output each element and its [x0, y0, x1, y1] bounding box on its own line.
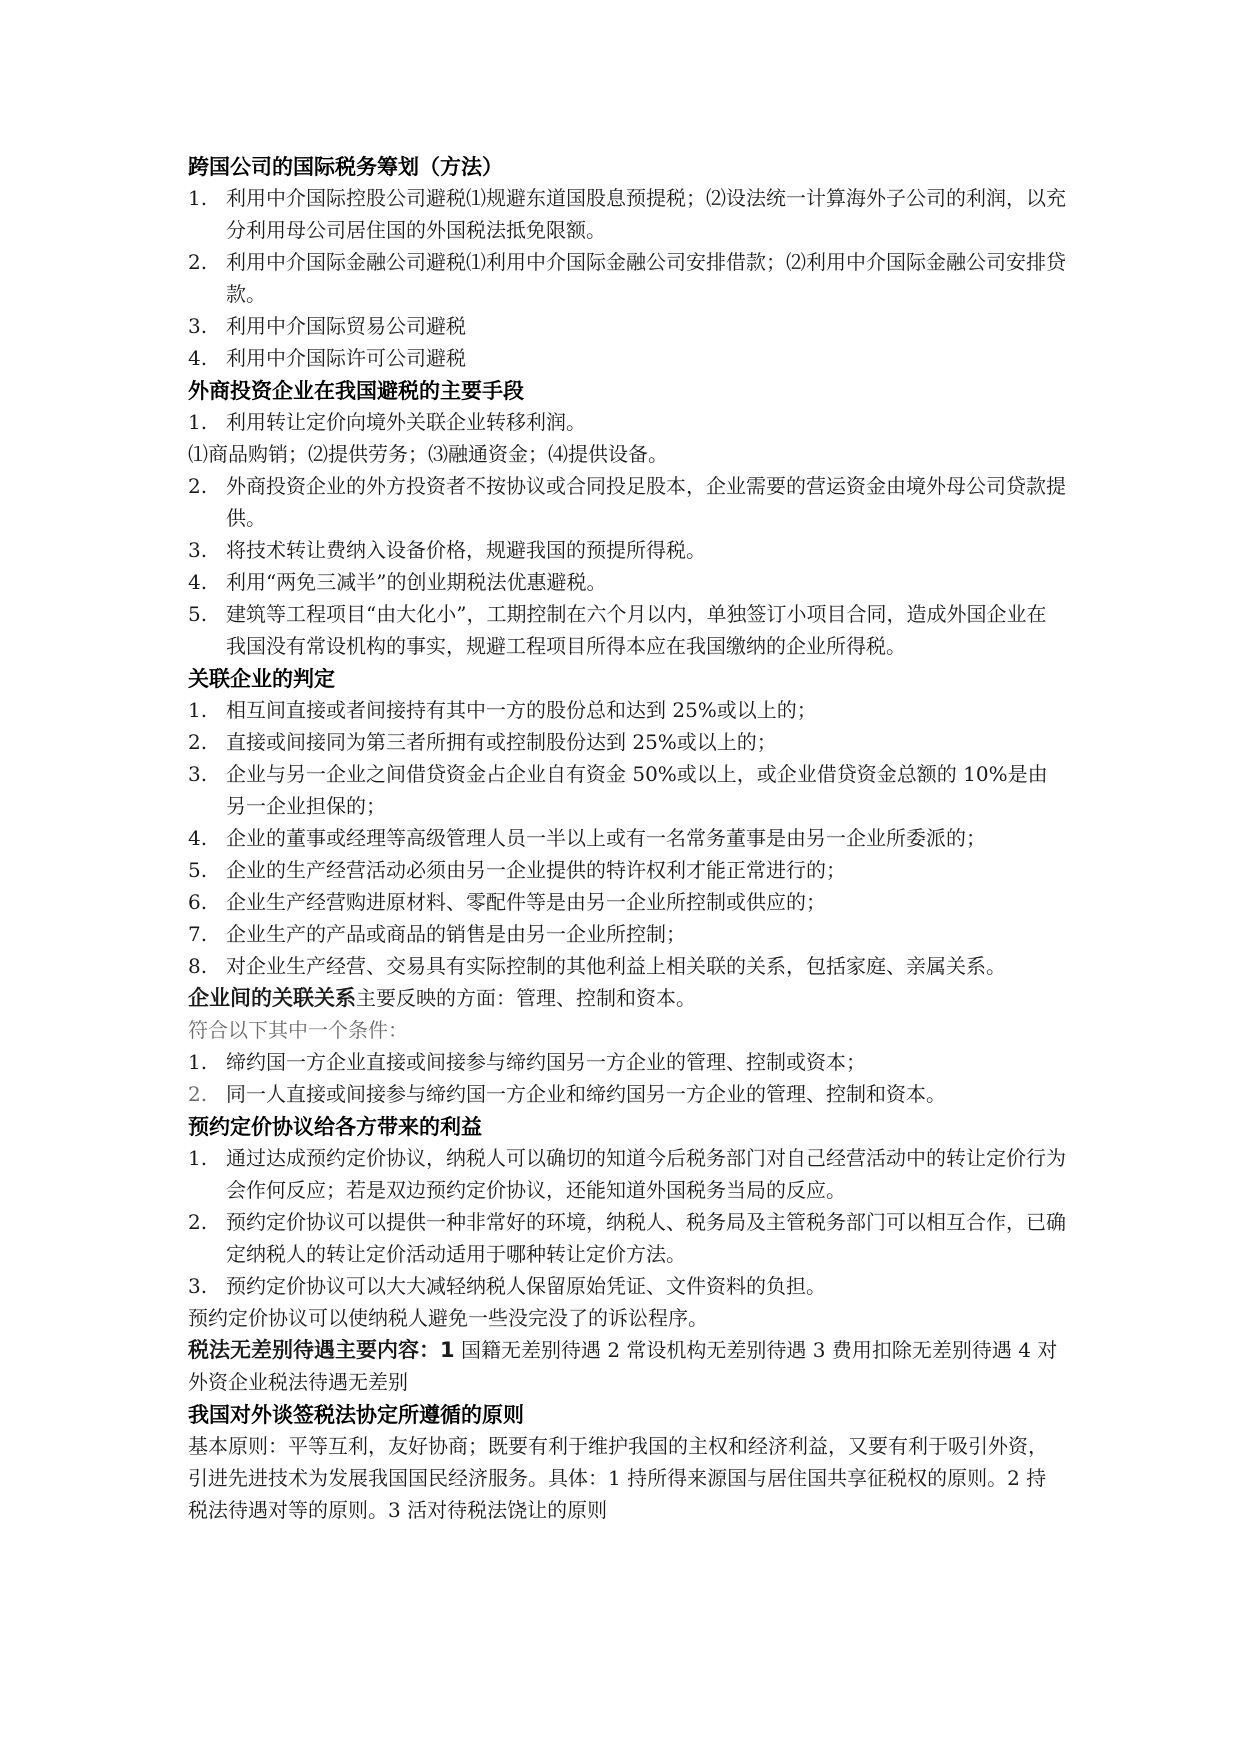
item-text: 预约定价协议可以提供一种非常好的环境，纳税人、税务局及主管税务部门可以相互合作，已确定纳税人的转让定价活动适用于哪种转让定价方法。	[226, 1210, 1066, 1266]
sub-list-text: ⑴商品购销；⑵提供劳务；⑶融通资金；⑷提供设备。	[188, 442, 668, 466]
list-item	[188, 886, 1066, 918]
item-text: 将技术转让费纳入设备价格，规避我国的预提所得税。	[226, 538, 706, 562]
paragraph-text: 国籍无差别待遇 2 常设机构无差别待遇 3 费用扣除无差别待遇 4 对外资企业税法待遇无差别	[188, 1338, 1058, 1394]
list-item	[188, 566, 1066, 598]
item-text: 企业的生产经营活动必须由另一企业提供的特许权利才能正常进行的；	[226, 858, 846, 882]
item-number: 1.	[188, 1050, 208, 1074]
item-text: 企业生产的产品或商品的销售是由另一企业所控制；	[226, 922, 686, 946]
item-number: 3.	[188, 538, 208, 562]
paragraph-text: 符合以下其中一个条件：	[188, 1018, 408, 1042]
item-number: 5.	[188, 858, 208, 882]
item-number: 1.	[188, 410, 208, 434]
item-number: 1.	[188, 1146, 208, 1170]
item-text: 利用中介国际许可公司避税	[226, 346, 466, 370]
item-number: 4.	[188, 346, 208, 370]
list-item	[188, 918, 1066, 950]
item-number: 3.	[188, 1274, 208, 1298]
item-text: 直接或间接同为第三者所拥有或控制股份达到 25%或以上的；	[226, 730, 777, 754]
item-number: 4.	[188, 826, 208, 850]
list-item	[188, 1206, 1066, 1270]
list-item	[188, 470, 1066, 534]
list-item	[188, 1046, 1066, 1078]
inline-heading: 税法无差别待遇主要内容：	[188, 1338, 440, 1362]
item-text: 利用“两免三减半”的创业期税法优惠避税。	[226, 570, 607, 594]
section-heading: 关联企业的判定	[188, 667, 335, 691]
item-text: 利用中介国际控股公司避税⑴规避东道国股息预提税；⑵设法统一计算海外子公司的利润，以充分利用母公司居住国的外国税法抵免限额。	[226, 186, 1066, 242]
item-text: 通过达成预约定价协议，纳税人可以确切的知道今后税务部门对自己经营活动中的转让定价行为会作何反应；若是双边预约定价协议，还能知道外国税务当局的反应。	[226, 1146, 1066, 1202]
item-number: 4.	[188, 570, 208, 594]
inline-heading: 企业间的关联关系	[188, 986, 356, 1010]
item-text: 利用中介国际金融公司避税⑴利用中介国际金融公司安排借款；⑵利用中介国际金融公司安排贷款。	[226, 250, 1066, 306]
item-text: 外商投资企业的外方投资者不按协议或合同投足股本，企业需要的营运资金由境外母公司贷款提供。	[226, 474, 1066, 530]
list-item	[188, 342, 1066, 374]
list-item	[188, 534, 1066, 566]
list-item	[188, 822, 1066, 854]
item-text: 企业的董事或经理等高级管理人员一半以上或有一名常务董事是由另一企业所委派的；	[226, 826, 986, 850]
item-number: 8.	[188, 954, 208, 978]
item-text: 预约定价协议可以大大减轻纳税人保留原始凭证、文件资料的负担。	[226, 1274, 826, 1298]
item-number: 2.	[188, 250, 208, 274]
item-number: 2.	[188, 474, 208, 498]
list-item	[188, 758, 1066, 822]
paragraph-text: 预约定价协议可以使纳税人避免一些没完没了的诉讼程序。	[188, 1306, 708, 1330]
item-text: 对企业生产经营、交易具有实际控制的其他利益上相关联的关系，包括家庭、亲属关系。	[226, 954, 1006, 978]
item-number: 2.	[188, 730, 208, 754]
nondiscrimination-paragraph	[188, 1334, 1066, 1398]
list-item	[188, 1142, 1066, 1206]
item-number: 3.	[188, 762, 208, 786]
list-item	[188, 1270, 1066, 1302]
item-number: 2.	[188, 1082, 208, 1106]
list-item	[188, 950, 1066, 982]
document-page	[188, 150, 1066, 1526]
item-number: 6.	[188, 890, 208, 914]
item-number: 5.	[188, 602, 208, 626]
item-text: 建筑等工程项目“由大化小”，工期控制在六个月以内，单独签订小项目合同，造成外国企业在我国没有常设机构的事实，规避工程项目所得本应在我国缴纳的企业所得税。	[226, 602, 1047, 658]
section-heading: 预约定价协议给各方带来的利益	[188, 1115, 482, 1139]
list-item	[188, 854, 1066, 886]
paragraph-text: 基本原则：平等互利，友好协商；既要有利于维护我国的主权和经济利益，又要有利于吸引外资，引进先进技术为发展我国国民经济服务。具体：1 持所得来源国与居住国共享征税权的原则。2 持税法待遇对等的原则。3 活对待税法饶让的原则	[188, 1434, 1048, 1522]
item-text: 缔约国一方企业直接或间接参与缔约国另一方企业的管理、控制或资本；	[226, 1050, 866, 1074]
list-item	[188, 694, 1066, 726]
relation-paragraph	[188, 982, 1066, 1014]
item-number: 2.	[188, 1210, 208, 1234]
item-number: 3.	[188, 314, 208, 338]
item-number: 1.	[188, 698, 208, 722]
item-number: 7.	[188, 922, 208, 946]
item-text: 利用中介国际贸易公司避税	[226, 314, 466, 338]
item-text: 同一人直接或间接参与缔约国一方企业和缔约国另一方企业的管理、控制和资本。	[226, 1082, 946, 1106]
list-item	[188, 598, 1066, 662]
item-number: 1.	[188, 186, 208, 210]
list-item	[188, 406, 1066, 438]
section-heading: 我国对外谈签税法协定所遵循的原则	[188, 1403, 524, 1427]
paragraph-text: 主要反映的方面：管理、控制和资本。	[356, 986, 696, 1010]
section-heading: 跨国公司的国际税务筹划（方法）	[188, 155, 503, 179]
section-heading: 外商投资企业在我国避税的主要手段	[188, 379, 524, 403]
item-text: 相互间直接或者间接持有其中一方的股份总和达到 25%或以上的；	[226, 698, 817, 722]
item-text: 企业生产经营购进原材料、零配件等是由另一企业所控制或供应的；	[226, 890, 826, 914]
list-item	[188, 182, 1066, 246]
item-text: 企业与另一企业之间借贷资金占企业自有资金 50%或以上，或企业借贷资金总额的 10%是由另一企业担保的；	[226, 762, 1048, 818]
list-item	[188, 246, 1066, 310]
list-item	[188, 726, 1066, 758]
list-item	[188, 1078, 1066, 1110]
item-text: 利用转让定价向境外关联企业转移利润。	[226, 410, 586, 434]
list-item	[188, 310, 1066, 342]
inline-number: 1	[440, 1338, 455, 1362]
